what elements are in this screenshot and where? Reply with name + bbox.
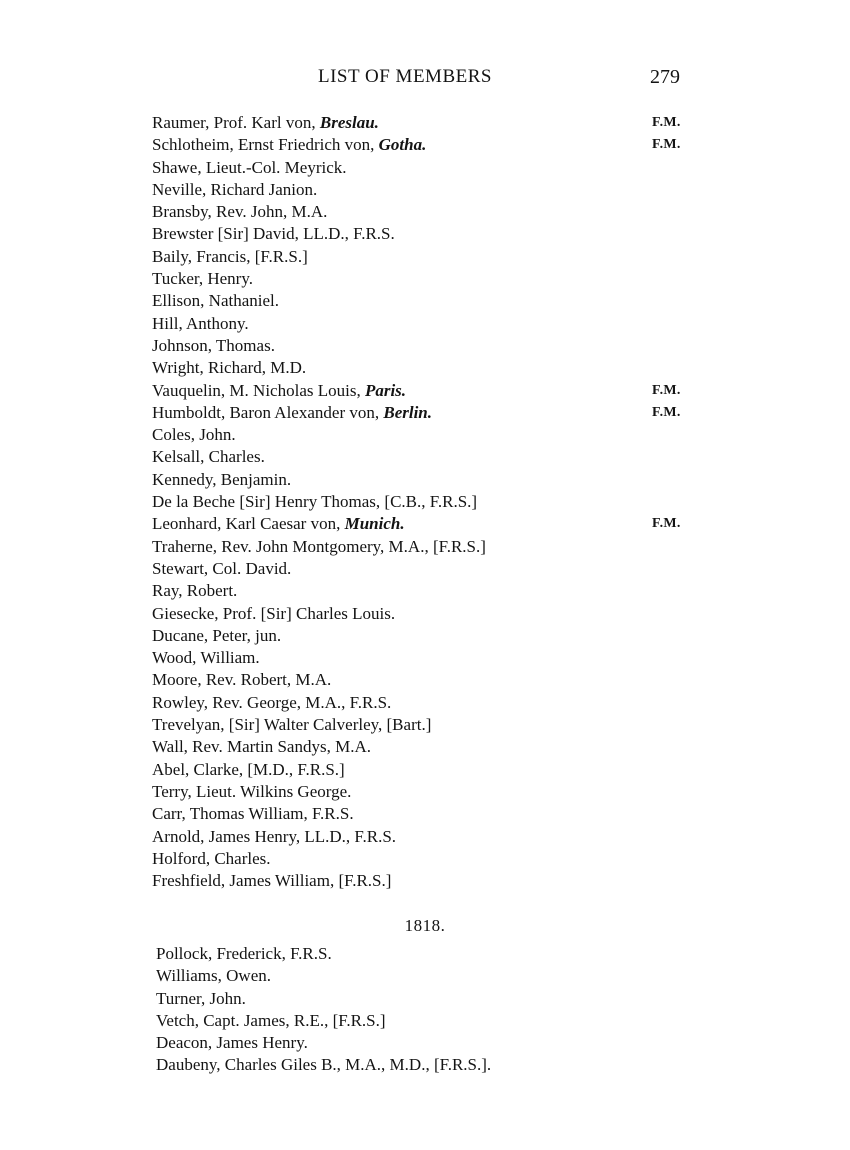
member-entry bbox=[0, 826, 850, 848]
member-entry bbox=[0, 290, 850, 312]
member-name bbox=[152, 424, 236, 446]
member-name-text: Arnold, James Henry, LL.D., F.R.S. bbox=[152, 826, 397, 846]
member-name-text: Tucker, Henry. bbox=[152, 269, 253, 289]
member-entry bbox=[0, 201, 850, 223]
member-name bbox=[152, 580, 237, 602]
member-name-text: Schlotheim, Ernst Friedrich von, bbox=[152, 135, 379, 155]
member-name-text: Humboldt, Baron Alexander von, bbox=[152, 402, 384, 422]
member-name bbox=[152, 223, 395, 245]
member-entry bbox=[0, 647, 850, 669]
member-entry bbox=[0, 402, 850, 424]
member-name-text: Raumer, Prof. Karl von, bbox=[152, 113, 320, 132]
member-name bbox=[152, 870, 391, 892]
member-name bbox=[152, 335, 275, 357]
member-name bbox=[152, 201, 327, 223]
member-name bbox=[152, 402, 432, 424]
member-name bbox=[152, 848, 271, 870]
member-entry bbox=[0, 469, 850, 491]
running-head bbox=[0, 66, 850, 94]
member-name bbox=[152, 290, 279, 312]
member-name: Turner, John. bbox=[156, 988, 246, 1008]
member-name-text: Wood, William. bbox=[152, 648, 260, 668]
member-entry bbox=[0, 313, 850, 335]
member-name bbox=[152, 357, 306, 379]
member-entry bbox=[0, 848, 850, 870]
member-place: Gotha. bbox=[378, 135, 427, 155]
member-entry bbox=[0, 335, 850, 357]
member-entry bbox=[0, 157, 850, 179]
member-name-text: Hill, Anthony. bbox=[152, 313, 249, 333]
member-name bbox=[152, 179, 317, 201]
member-entry bbox=[0, 669, 850, 691]
member-entry bbox=[0, 759, 850, 781]
member-name-text: Ellison, Nathaniel. bbox=[152, 291, 280, 311]
member-name-text: Coles, John. bbox=[152, 425, 236, 445]
member-name-text: Ducane, Peter, jun. bbox=[152, 625, 282, 645]
member-entry bbox=[0, 179, 850, 201]
foreign-member-tag: F.M. bbox=[652, 137, 681, 153]
member-name-text: Neville, Richard Janion. bbox=[152, 179, 318, 199]
foreign-member-tag: F.M. bbox=[652, 516, 681, 532]
member-name-text: Terry, Lieut. Wilkins George. bbox=[152, 781, 352, 801]
member-name-text: Freshfield, James William, [F.R.S.] bbox=[152, 871, 392, 891]
member-entry bbox=[0, 446, 850, 468]
members-list bbox=[0, 112, 850, 892]
member-entry bbox=[0, 1054, 850, 1076]
member-entry bbox=[0, 580, 850, 602]
member-name bbox=[152, 826, 396, 848]
member-entry bbox=[0, 536, 850, 558]
member-name bbox=[152, 446, 265, 468]
member-entry bbox=[0, 870, 850, 892]
member-entry bbox=[0, 692, 850, 714]
member-entry bbox=[0, 246, 850, 268]
member-name-text: Shawe, Lieut.-Col. Meyrick. bbox=[152, 157, 347, 177]
member-name bbox=[152, 759, 345, 781]
member-name bbox=[152, 781, 351, 803]
member-name bbox=[152, 669, 331, 691]
member-entry bbox=[0, 112, 850, 134]
member-entry bbox=[0, 943, 850, 965]
member-name-text: Traherne, Rev. John Montgomery, M.A., [F.R.S.] bbox=[152, 536, 486, 556]
year-heading: 1818. bbox=[404, 916, 446, 935]
member-name: Pollock, Frederick, F.R.S. bbox=[156, 944, 332, 963]
member-entry bbox=[0, 781, 850, 803]
member-entry bbox=[0, 965, 850, 987]
member-place: Breslau. bbox=[319, 113, 379, 132]
member-name-text: Stewart, Col. David. bbox=[152, 558, 292, 578]
member-entry bbox=[0, 625, 850, 647]
member-name bbox=[152, 714, 431, 736]
member-name bbox=[152, 157, 347, 179]
member-entry bbox=[0, 268, 850, 290]
foreign-member-tag: F.M. bbox=[652, 404, 681, 420]
member-name bbox=[152, 491, 477, 513]
page-title: LIST OF MEMBERS bbox=[318, 66, 492, 87]
member-name-text: Johnson, Thomas. bbox=[152, 335, 275, 355]
member-name-text: Vauquelin, M. Nicholas Louis, bbox=[152, 380, 365, 400]
member-entry bbox=[0, 357, 850, 379]
member-name-text: Moore, Rev. Robert, M.A. bbox=[152, 670, 332, 690]
member-name-text: Wall, Rev. Martin Sandys, M.A. bbox=[152, 737, 371, 757]
member-name-text: Bransby, Rev. John, M.A. bbox=[152, 202, 328, 222]
member-name: Vetch, Capt. James, R.E., [F.R.S.] bbox=[156, 1010, 386, 1030]
members-1818-list bbox=[0, 943, 850, 1077]
member-entry bbox=[0, 1010, 850, 1032]
member-name bbox=[152, 469, 291, 491]
member-entry bbox=[0, 558, 850, 580]
member-entry bbox=[0, 513, 850, 535]
member-name bbox=[152, 313, 249, 335]
member-name bbox=[152, 246, 308, 268]
member-name: Williams, Owen. bbox=[156, 966, 271, 986]
member-name bbox=[152, 647, 260, 669]
member-name bbox=[152, 692, 391, 714]
member-name: Daubeny, Charles Giles B., M.A., M.D., [F.R.S.]. bbox=[156, 1055, 492, 1075]
member-entry bbox=[0, 1032, 850, 1054]
member-entry bbox=[0, 988, 850, 1010]
member-name bbox=[152, 513, 405, 535]
member-name-text: Leonhard, Karl Caesar von, bbox=[152, 514, 345, 534]
member-name-text: Giesecke, Prof. [Sir] Charles Louis. bbox=[152, 603, 396, 623]
member-entry bbox=[0, 424, 850, 446]
member-name bbox=[152, 536, 486, 558]
member-entry bbox=[0, 603, 850, 625]
member-name-text: De la Beche [Sir] Henry Thomas, [C.B., F.R.S.] bbox=[152, 492, 478, 512]
member-name bbox=[152, 268, 253, 290]
member-entry bbox=[0, 134, 850, 156]
member-place: Paris. bbox=[364, 380, 407, 400]
page-number: 279 bbox=[650, 66, 680, 88]
member-name bbox=[152, 112, 379, 134]
member-name-text: Ray, Robert. bbox=[152, 581, 238, 601]
member-entry bbox=[0, 223, 850, 245]
member-entry bbox=[0, 803, 850, 825]
member-entry bbox=[0, 491, 850, 513]
member-name-text: Kennedy, Benjamin. bbox=[152, 469, 292, 489]
member-name-text: Baily, Francis, [F.R.S.] bbox=[152, 246, 308, 266]
member-name-text: Rowley, Rev. George, M.A., F.R.S. bbox=[152, 692, 392, 712]
member-entry bbox=[0, 714, 850, 736]
member-name-text: Holford, Charles. bbox=[152, 848, 271, 868]
member-name-text: Abel, Clarke, [M.D., F.R.S.] bbox=[152, 759, 345, 779]
member-name bbox=[152, 803, 354, 825]
member-name-text: Wright, Richard, M.D. bbox=[152, 358, 307, 378]
member-name bbox=[152, 625, 281, 647]
member-place: Munich. bbox=[344, 514, 405, 534]
foreign-member-tag: F.M. bbox=[652, 382, 681, 398]
member-name-text: Brewster [Sir] David, LL.D., F.R.S. bbox=[152, 224, 395, 244]
member-name bbox=[152, 603, 395, 625]
member-entry bbox=[0, 736, 850, 758]
member-name bbox=[152, 736, 371, 758]
member-name bbox=[152, 380, 406, 402]
member-name-text: Trevelyan, [Sir] Walter Calverley, [Bart.] bbox=[152, 715, 432, 735]
member-entry bbox=[0, 380, 850, 402]
member-name: Deacon, James Henry. bbox=[156, 1033, 308, 1053]
member-name-text: Kelsall, Charles. bbox=[152, 447, 265, 467]
member-place: Berlin. bbox=[383, 402, 433, 422]
foreign-member-tag: F.M. bbox=[652, 115, 681, 130]
member-name-text: Carr, Thomas William, F.R.S. bbox=[152, 804, 354, 824]
member-name bbox=[152, 558, 291, 580]
member-name bbox=[152, 134, 426, 156]
